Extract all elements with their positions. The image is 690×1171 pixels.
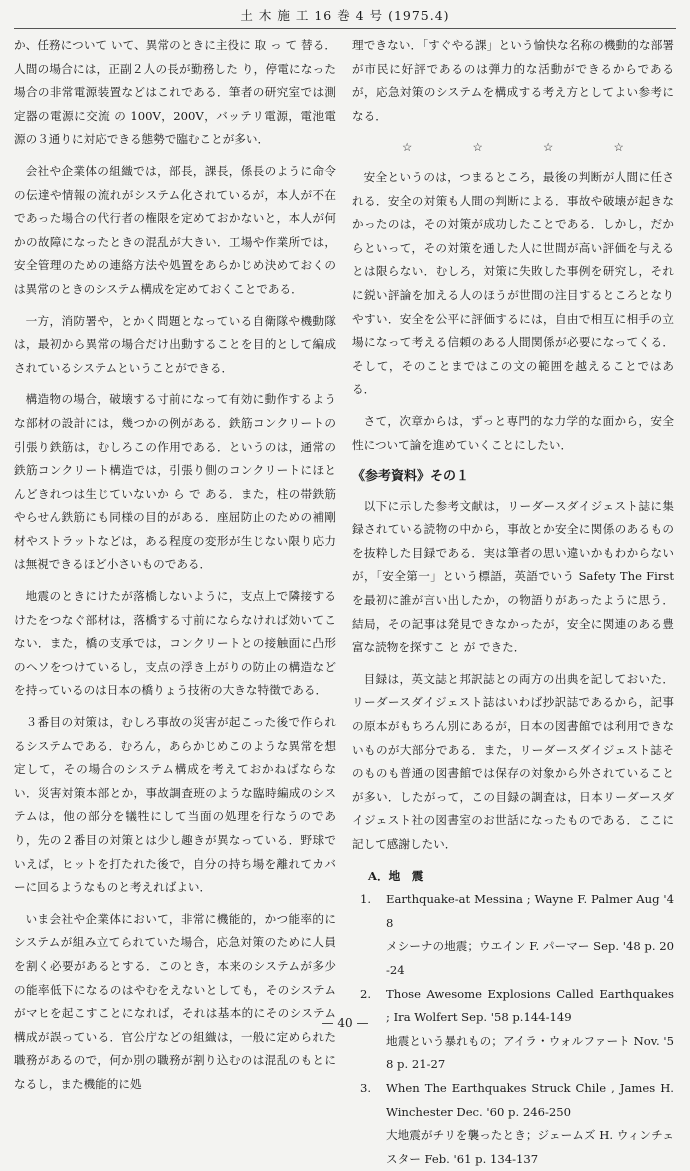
paragraph: 以下に示した参考文献は，リーダースダイジェスト誌に集録されている読物の中から，事故とか安全に関係のあるものを抜粋した目録である．実は筆者の思い違いかもわからないが，「安全第一」という標語，英語でいう Safety The First を最初に誰が言い出したか，の物語りがあったように思う．結局，その記事は発見できなかったが，安全に関連のある豊富な読物を探すこ と が できた． (352, 498, 674, 655)
star-divider (352, 136, 674, 160)
reference-number: 2. (360, 986, 372, 1001)
reference-item (352, 1077, 674, 1171)
reference-japanese: 大地震がチリを襲ったとき；ジェームズ H. ウィンチェスター Feb. '61 p. 134-137 (386, 1128, 674, 1166)
star-icon: ☆ (543, 140, 554, 155)
paragraph: か、任務について いて、異常のときに主役に 取 っ て 替る．人間の場合には，正副２人の長が勤務した り，停電になった場合の非常電源装置などはこれである．筆者の研究室では測定器の電源に交流 の 100V，200V，バッテリ電源，電池電源の３通りに対応できる態勢で臨むことが多い． (14, 38, 336, 147)
reference-number: 1. (360, 892, 372, 907)
paragraph: いま会社や企業体において，非常に機能的，かつ能率的にシステムが組み立てられていた場合，応急対策のために人員を割く必要があるとする．このとき，本来のシステムが多少の能率低下になるのはやむをえないとしても，そのシステムがマヒを起こすことになれば，それは基本的にそのシステム構成が誤っている．官公庁などの組織は，一般に定められた職務があるので，何か別の職務が割り込むのは混乱のもとになるし，また機能的に処 (14, 911, 336, 1091)
paragraph: 目録は，英文誌と邦訳誌との両方の出典を記しておいた．リーダースダイジェスト誌はいわば抄訳誌であるから，記事の原本がもちろん別にあるが，日本の図書館では利用できないものが大部分である．また，リーダースダイジェスト誌そのものも普通の図書館では保存の対象から外されていることが多い．したがって，この目録の調査は，日本リーダースダイジェスト社の図書室のお世話になったものである．ここに記して感謝したい． (352, 671, 674, 851)
right-column (352, 34, 674, 1166)
page-header: 土 木 施 工 16 巻 4 号 (1975.4) (240, 8, 450, 23)
star-icon: ☆ (472, 140, 483, 155)
reference-english: When The Earthquakes Struck Chile , James H. Winchester Dec. '60 p. 246-250 (386, 1080, 674, 1119)
paragraph: 一方，消防署や，とかく問題となっている自衛隊や機動隊は，最初から異常の場合だけ出動することを目的として編成されているシステムということができる． (14, 313, 336, 375)
section-title: 《参考資料》その１ (352, 469, 470, 485)
page-number: — 40 — (321, 1016, 369, 1030)
paragraph: ３番目の対策は，むしろ事故の災害が起こった後で作られるシステムである．むろん，あらかじめこのような異常を想定して，その場合のシステム構成を考えておかねばならない．災害対策本部とか，事故調査班のような臨時編成のシステムは，他の部分を犠牲にして当面の処理を行なうのであり，先の２番目の対策とは少し趣きが異なっている．野球でいえば，ヒットを打たれた後で，自分の持ち場を離れてカバーに回るようなものと考えればよい． (14, 715, 336, 895)
paragraph: 構造物の場合，破壊する寸前になって有効に動作するような部材の設計には，幾つかの例がある．鉄筋コンクリートの引張り鉄筋は，むしろこの作用である．というのは，通常の鉄筋コンクリート構造では，引張り側のコンクリートにほとんどきれつは生じていないか ら で ある．また，柱の帯鉄筋やらせん鉄筋にも同様の目的がある．座屈防止のための補剛材やストラットなどは，ある程度の変形が生じない限り応力は無視できるほど小さいものである． (14, 392, 336, 572)
reference-number: 3. (360, 1080, 372, 1095)
header-rule (14, 28, 676, 29)
paragraph: 地震のときにけたが落橋しないように，支点上で隣接するけたをつなぐ部材は，落橋する寸前にならなければ効いてこない．また，橋の支承では，コンクリートとの接触面に凸形のヘソをつけているし，支点の浮き上がりの防止の構造などを持っているのは日本の橋りょう技術の大きな特徴である． (14, 589, 336, 698)
reference-item (352, 888, 674, 982)
paragraph: 理できない．「すぐやる課」という愉快な名称の機動的な部署が市民に好評であるのは弾力的な活動ができるからであるが，応急対策のシステムを構成する考え方としてよい参考になる． (352, 38, 674, 123)
paragraph: 安全というのは，つまるところ，最後の判断が人間に任される．安全の対策も人間の判断による．事故や破壊が起きなかったのは，その対策が成功したことである．しかし，だからといって，その対策を通した人に世間が高い評価を与えるとは限らない．むしろ，対策に失敗した事例を研究し，それに鋭い評論を加える人のほうが世間の注目するところとなりやすい．安全を公平に評価するには，自由で相互に相手の立場になって考える信頼のある人間関係が必要になってくる．そして，そのことまではこの文の範囲を越えることではある． (352, 169, 674, 397)
reference-japanese: 地震という暴れもの；アイラ・ウォルファート Nov. '58 p. 21-27 (386, 1033, 674, 1072)
star-icon: ☆ (613, 140, 624, 155)
reference-japanese: メシーナの地震；ウエイン F. パーマー Sep. '48 p. 20-24 (386, 939, 674, 977)
paragraph: 会社や企業体の組織では，部長，課長，係長のように命令の伝達や情報の流れがシステム化されているが，本人が不在であった場合の代行者の権限を定めておかないと，本人が何かの故障になったときの混乱が大きい．工場や作業所では，安全管理のための連絡方法や処置をあらかじめ決めておくのは異常のときのシステム構成を定めておくことである． (14, 163, 336, 296)
reference-english: Those Awesome Explosions Called Earthquakes ; Ira Wolfert Sep. '58 p.144-149 (386, 986, 674, 1025)
sub-heading-earthquake: A．地 震 (368, 868, 424, 883)
paragraph: さて，次章からは，ずっと専門的な力学的な面から，安全性について論を進めていくことにしたい． (352, 413, 674, 452)
left-column (14, 34, 336, 1091)
reference-english: Earthquake-at Messina ; Wayne F. Palmer Aug '48 (386, 892, 674, 930)
star-icon: ☆ (402, 140, 413, 155)
